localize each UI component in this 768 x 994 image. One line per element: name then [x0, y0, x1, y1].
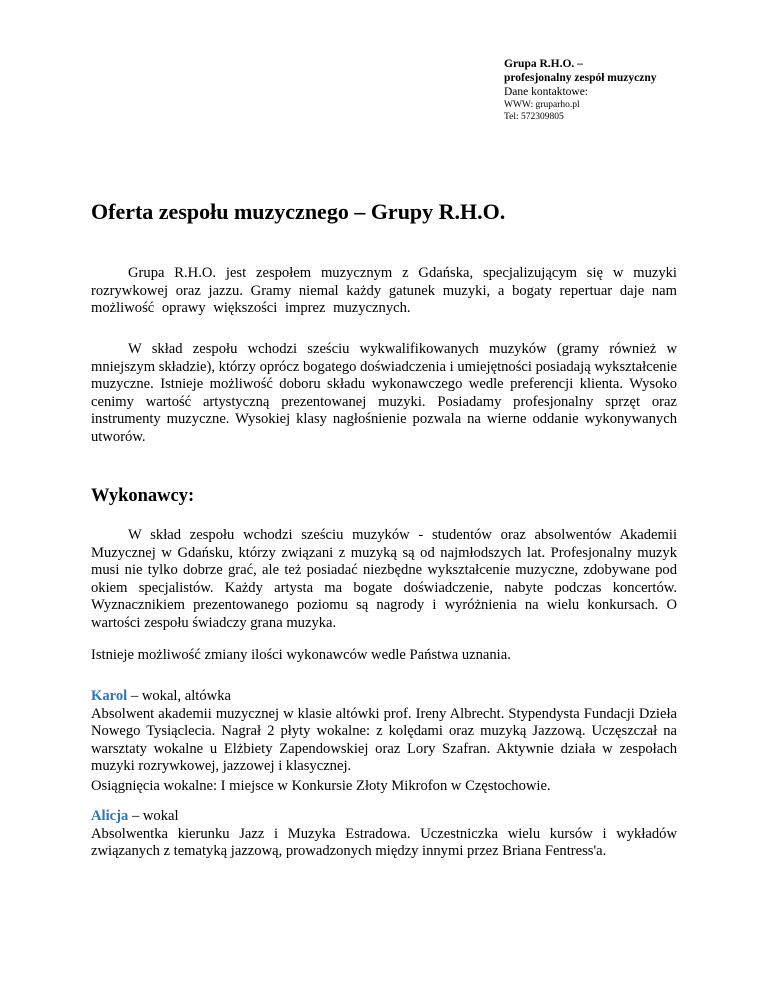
contact-www: WWW: gruparho.pl	[504, 100, 580, 110]
intro-paragraph-1: Grupa R.H.O. jest zespołem muzycznym z Gdańska, specjalizującym się w muzyki rozrywkowej oraz jazzu. Gramy niemal każdy gatunek muzyki, a bogaty repertuar daje nam możliwość oprawy większości imprez muzycznych.	[91, 265, 677, 317]
member-name: Karol	[91, 688, 128, 704]
member-role: – wokal, altówka	[127, 688, 231, 704]
intro-paragraph-2: W skład zespołu wchodzi sześciu wykwalifikowanych muzyków (gramy również w mniejszym składzie), którzy oprócz bogatego doświadczenia i umiejętności posiadają wykształcenie muzyczne. Istnieje możliwość doboru składu wykonawczego wedle preferencji klienta. Wysoko cenimy wartość artystyczną prezentowanej muzyki. Posiadamy profesjonalny sprzęt oraz instrumenty muzyczne. Wysokiej klasy nagłośnienie pozwala na wierne oddanie wykonywanych utworów.	[91, 341, 677, 445]
contact-name: Grupa R.H.O. –	[504, 58, 583, 70]
member-role: – wokal	[128, 808, 179, 824]
member-bio: Absolwent akademii muzycznej w klasie altówki prof. Ireny Albrecht. Stypendysta Fundacji Dzieła Nowego Tysiąclecia. Nagrał 2 płyty wokalne: z kolędami oraz muzyką Jazzową. Uczęszczał na warsztaty wokalne u Elżbiety Zapendowskiej oraz Lory Szafran. Aktywnie działa w zespołach muzyki rozrywkowej, jazzowej i klasycznej.	[91, 705, 677, 775]
member-alicja	[91, 808, 677, 861]
performers-note: Istnieje możliwość zmiany ilości wykonawców wedle Państwa uznania.	[91, 647, 511, 663]
contact-label: Dane kontaktowe:	[504, 86, 588, 98]
member-karol	[91, 688, 677, 796]
member-header	[91, 688, 677, 706]
contact-block	[504, 57, 744, 123]
contact-tel: Tel: 572309805	[504, 112, 564, 122]
performers-paragraph: W skład zespołu wchodzi sześciu muzyków - studentów oraz absolwentów Akademii Muzycznej w Gdańsku, którzy związani z muzyką są od najmłodszych lat. Profesjonalny muzyk musi nie tylko dobrze grać, ale też posiadać niezbędne wykształcenie muzyczne, zdobywane pod okiem specjalistów. Każdy artysta ma bogate doświadczenie, nabyte podczas koncertów. Wyznacznikiem prezentowanego poziomu są nagrody i wyróżnienia na wielu konkursach. O wartości zespołu świadczy grana muzyka.	[91, 527, 677, 631]
page-title: Oferta zespołu muzycznego – Grupy R.H.O.	[91, 199, 506, 224]
member-name: Alicja	[91, 808, 129, 824]
member-achievements: Osiągnięcia wokalne: I miejsce w Konkursie Złoty Mikrofon w Częstochowie.	[91, 777, 551, 794]
member-header	[91, 808, 677, 826]
performers-heading: Wykonawcy:	[91, 486, 195, 506]
member-bio: Absolwentka kierunku Jazz i Muzyka Estradowa. Uczestniczka wielu kursów i wykładów związanych z tematyką jazzową, prowadzonych między innymi przez Briana Fentress'a.	[91, 825, 677, 860]
contact-subtitle: profesjonalny zespół muzyczny	[504, 72, 657, 84]
